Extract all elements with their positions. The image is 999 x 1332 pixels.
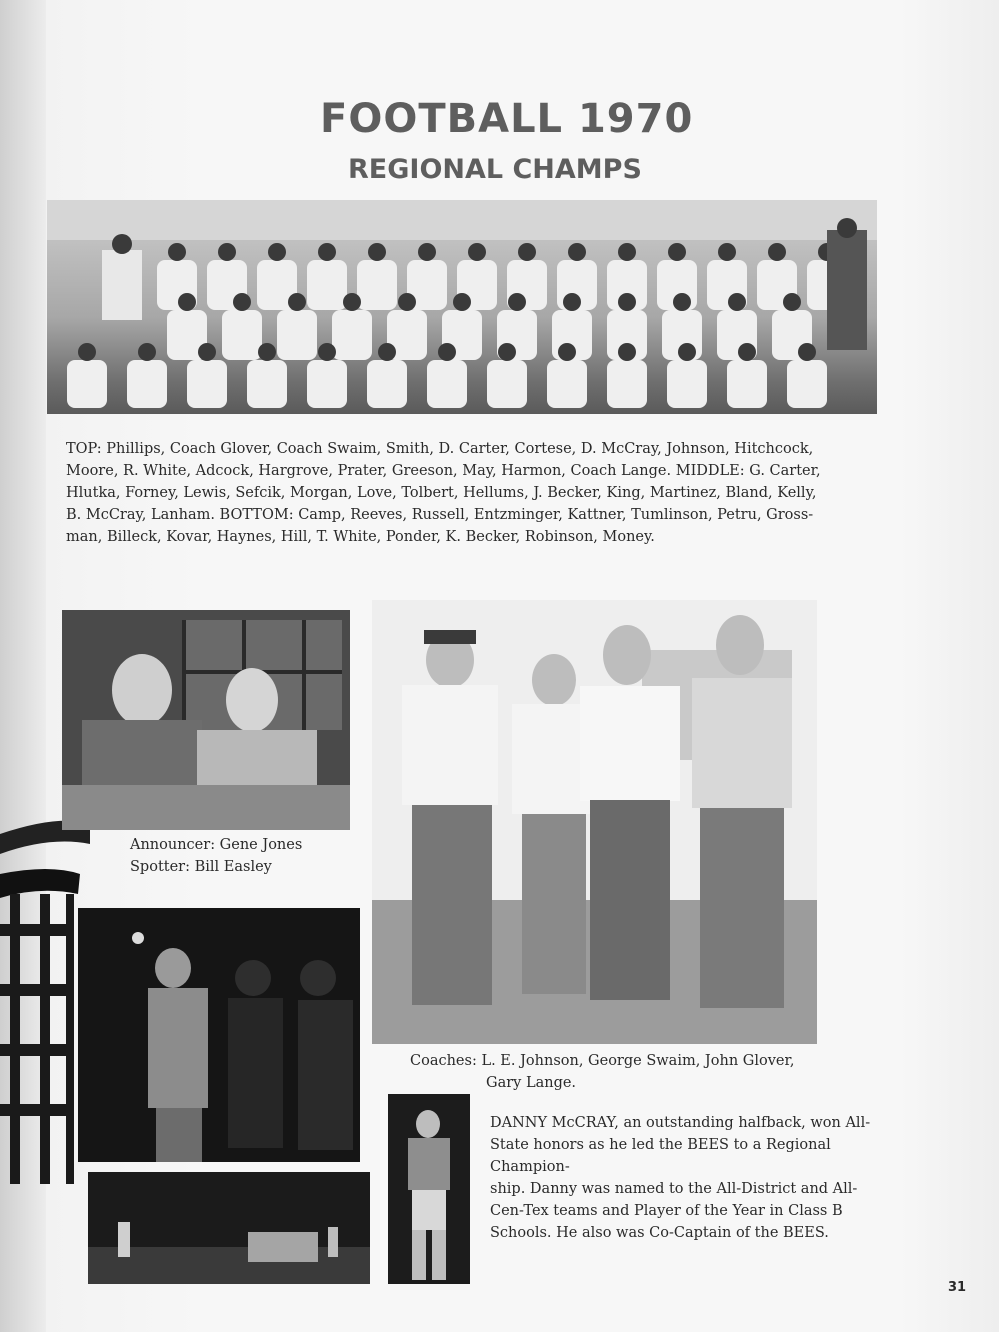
caption-line: Moore, R. White, Adcock, Hargrove, Prater, Greeson, May, Harmon, Coach Lange. MIDDLE: G. Carter, xyxy=(66,463,821,479)
danny-mccray-photo xyxy=(388,1094,470,1284)
page-number: 31 xyxy=(948,1280,967,1295)
team-photo xyxy=(47,200,877,414)
announcer-photo xyxy=(62,610,350,830)
caption-line: DANNY McCRAY, an outstanding halfback, won All- xyxy=(490,1115,871,1131)
field-action-photo xyxy=(88,1172,370,1284)
caption-line: B. McCray, Lanham. BOTTOM: Camp, Reeves, Russell, Entzminger, Kattner, Tumlinson, Petru, Gross- xyxy=(66,507,814,523)
caption-line: Announcer: Gene Jones xyxy=(130,837,303,853)
danny-mccray-caption xyxy=(490,1112,910,1244)
caption-line: Gary Lange. xyxy=(486,1075,577,1091)
caption-line: State honors as he led the BEES to a Regional Champion- xyxy=(490,1137,831,1175)
team-photo-figures xyxy=(47,200,877,414)
caption-line: Spotter: Bill Easley xyxy=(130,859,272,875)
caption-line: Hlutka, Forney, Lewis, Sefcik, Morgan, Love, Tolbert, Hellums, J. Becker, King, Martinez, Bland, Kelly, xyxy=(66,485,817,501)
caption-line: Coaches: L. E. Johnson, George Swaim, John Glover, xyxy=(410,1053,795,1069)
helmet-graphic xyxy=(0,814,90,1194)
coaches-caption xyxy=(410,1050,830,1094)
page-subtitle: REGIONAL CHAMPS xyxy=(348,154,642,185)
page-title: FOOTBALL 1970 xyxy=(320,96,694,142)
caption-line: man, Billeck, Kovar, Haynes, Hill, T. White, Ponder, K. Becker, Robinson, Money. xyxy=(66,529,655,545)
team-photo-caption xyxy=(66,438,886,548)
caption-line: Schools. He also was Co-Captain of the BEES. xyxy=(490,1225,829,1241)
caption-line: Cen-Tex teams and Player of the Year in Class B xyxy=(490,1203,843,1219)
caption-line: ship. Danny was named to the All-District and All- xyxy=(490,1181,858,1197)
night-game-photo xyxy=(78,908,360,1162)
announcer-caption xyxy=(130,834,360,878)
caption-line: TOP: Phillips, Coach Glover, Coach Swaim, Smith, D. Carter, Cortese, D. McCray, Johnson, Hitchcock, xyxy=(66,441,814,457)
coaches-photo xyxy=(372,600,817,1044)
